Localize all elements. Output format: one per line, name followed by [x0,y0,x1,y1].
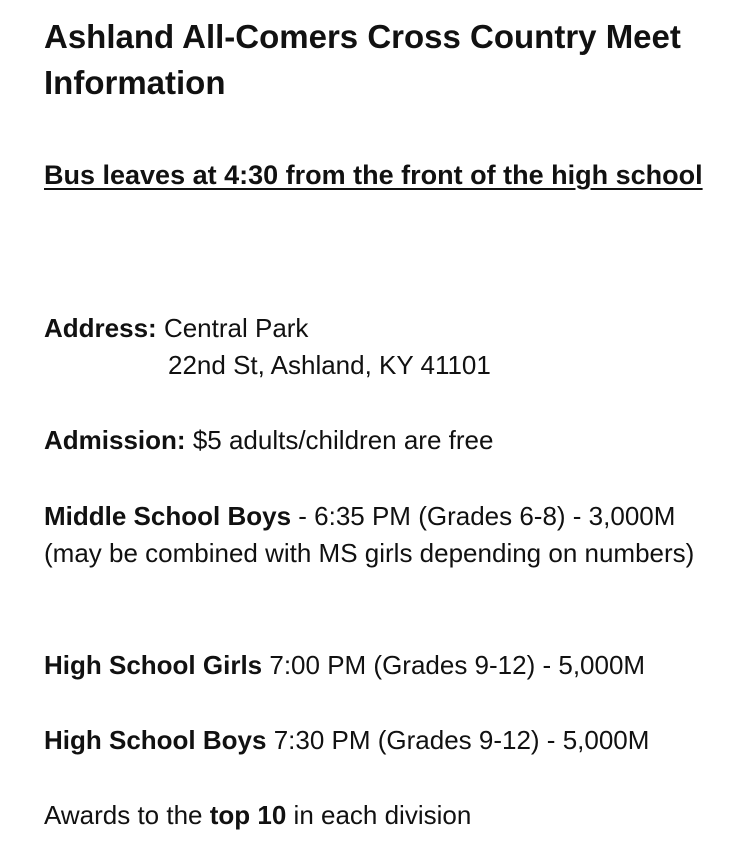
address-label: Address: [44,313,157,343]
address-line-1 [44,310,308,347]
event-hs-girls [44,647,645,684]
admission-value: $5 adults/children are free [192,425,494,455]
event-hs-girls-label: High School Girls [44,650,263,680]
address-line-2: 22nd St, Ashland, KY 41101 [168,350,491,380]
event-hs-boys-detail: 7:30 PM (Grades 9-12) - 5,000M [266,725,650,755]
admission-label: Admission: [44,425,186,455]
event-hs-girls-detail: 7:00 PM (Grades 9-12) - 5,000M [262,650,646,680]
page-title: Ashland All-Comers Cross Country Meet Information [44,18,681,101]
event-ms-boys-label: Middle School Boys [44,501,292,531]
event-ms-boys [44,498,724,572]
awards-line [44,797,471,834]
event-hs-boys-label: High School Boys [44,725,267,755]
awards-prefix: Awards to the [44,800,210,830]
event-ms-boys-detail: - 6:35 PM (Grades 6-8) - 3,000M (may be combined with MS girls depending on numbers) [44,501,695,568]
event-hs-boys [44,722,649,759]
awards-emphasis: top 10 [209,800,287,830]
awards-suffix: in each division [286,800,472,830]
bus-notice: Bus leaves at 4:30 from the front of the high school [44,160,703,190]
admission-line [44,422,493,459]
address-venue: Central Park [163,313,309,343]
